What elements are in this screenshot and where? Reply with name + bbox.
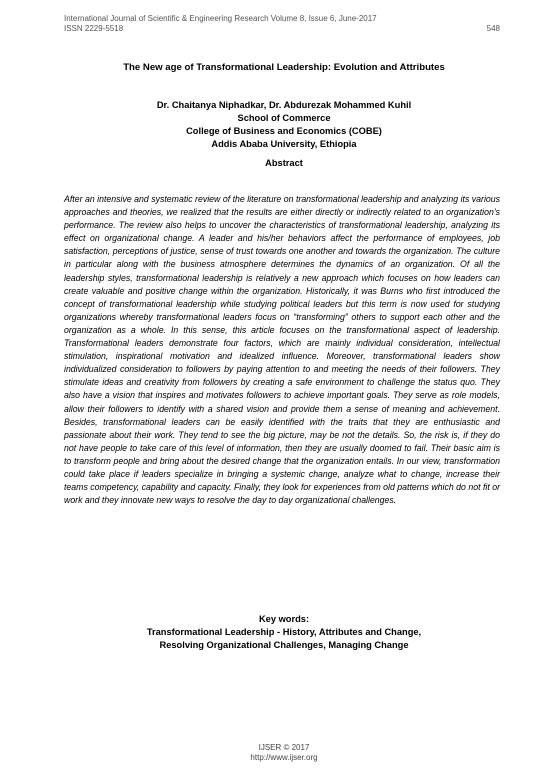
page-footer <box>64 743 504 763</box>
keywords-line-1: Transformational Leadership - History, Attributes and Change, <box>146 627 422 637</box>
running-header <box>64 14 500 34</box>
author-names: Dr. Chaitanya Niphadkar, Dr. Abdurezak Mohammed Kuhil <box>156 100 412 110</box>
author-school: School of Commerce <box>237 113 331 123</box>
issn: ISSN 2229-5518 <box>64 24 124 33</box>
abstract-heading: Abstract <box>265 158 303 168</box>
journal-line: International Journal of Scientific & Engineering Research Volume 8, Issue 6, June-2017 <box>64 14 377 23</box>
keywords-line-2: Resolving Organizational Challenges, Managing Change <box>159 640 409 650</box>
author-university: Addis Ababa University, Ethiopia <box>211 139 357 149</box>
keywords-heading: Key words: <box>258 614 310 624</box>
author-block <box>64 99 504 151</box>
author-college: College of Business and Economics (COBE) <box>186 126 382 136</box>
paper-title: The New age of Transformational Leadership: Evolution and Attributes <box>123 62 445 73</box>
abstract-text: After an intensive and systematic review of the literature on transformational leadership and analyzing its various approaches and theories, we realized that the results are either directly or indirectly related to an organization’s performance. The review also helps to uncover the characteristics of transformational leadership, analyzing its effect on organizational change. A leader and his/her behaviors affect the performance of employees, job satisfaction, perceptions of justice, sense of trust towards one another and towards the organization. The culture in particular along with the business atmosphere determines the dynamics of an organization. Of all the leadership styles, transformational leadership is relatively a new approach which focuses on how leaders can create valuable and positive change within the organization. Historically, it was Burns who first introduced the concept of transformational leadership while studying political leaders but this term is now used for studying organizations whereby transformational leaders focus on “transforming” others to support each other and the organization as a whole. In this sense, this article focuses on the transformational aspect of leadership. Transformational leaders demonstrate four factors, which are mainly individual consideration, intellectual stimulation, inspirational motivation and idealized influence. Moreover, transformational leaders show individualized consideration to followers by paying attention to and meeting the needs of their followers. They stimulate ideas and creativity from followers by creating a safe environment to challenge the status quo. They also have a vision that inspires and motivates followers to achieve important goals. They serve as role models, allow their followers to identify with a shared vision and provide them a sense of meaning and achievement. Besides, transformational leaders can be easily identified with the traits that they are enthusiastic and passionate about their work. They tend to see the big picture, may be not the details. So, the risk is, if they do not have people to take care of this level of information, then they are usually doomed to fail. Their basic aim is to transform people and bring about the desired change that the organization entails. In our view, transformation could take place if leaders specialize in bringing a systemic change, analyze what to change, increase their teams competency, capability and capacity. Finally, they look for experiences from old patterns which do not fit or work and they innovate new ways to resolve the day to day organizational challenges. <box>64 194 500 506</box>
footer-url[interactable]: http://www.ijser.org <box>250 753 318 762</box>
footer-copyright: IJSER © 2017 <box>258 743 310 752</box>
issn-row <box>64 24 500 34</box>
keywords-block <box>64 613 504 652</box>
page-number: 548 <box>486 24 500 33</box>
